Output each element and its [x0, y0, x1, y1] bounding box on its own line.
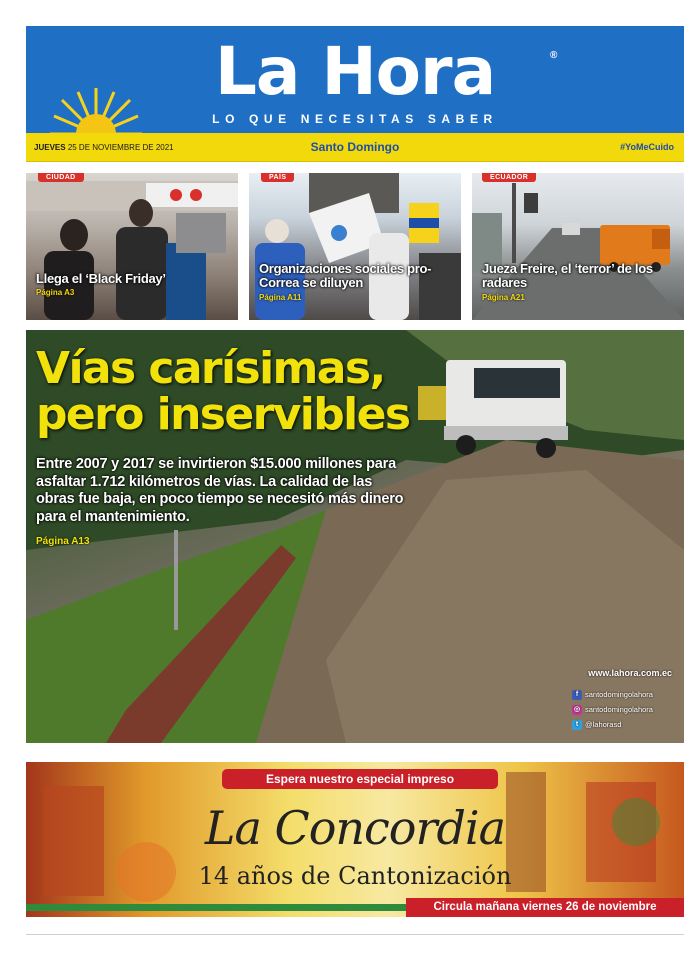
social-twitter[interactable]	[572, 720, 682, 730]
teaser-page-ref: Página A3	[36, 288, 75, 297]
date-rest: 25 DE NOVIEMBRE DE 2021	[67, 143, 174, 152]
social-instagram[interactable]	[572, 705, 682, 715]
main-story-page-ref: Página A13	[36, 536, 90, 547]
main-headline-line-1: Vías carísimas,	[36, 343, 385, 394]
ad-footer-strip: Circula mañana viernes 26 de noviembre	[406, 898, 684, 917]
page-bottom-divider	[26, 934, 684, 935]
date-weekday: JUEVES	[34, 143, 66, 152]
teaser-headline[interactable]: Llega el ‘Black Friday’	[36, 271, 166, 286]
main-story-summary: Entre 2007 y 2017 se invirtieron $15.000 millones para asfaltar 1.712 kilómetros de vías. La calidad de las obras fue baja, en poco tiempo se necesitó más dinero para el mantenimiento.	[36, 456, 404, 525]
ad-subtitle: 14 años de Cantonización	[198, 862, 512, 890]
ad-title: La Concordia	[204, 801, 506, 855]
social-handle: santodomingolahora	[585, 690, 653, 699]
facebook-icon: f	[572, 690, 582, 700]
masthead	[26, 26, 684, 133]
section-tag: CIUDAD	[38, 173, 84, 182]
teaser-ecuador[interactable]	[472, 173, 684, 320]
ad-pill-label: Espera nuestro especial impreso	[222, 769, 498, 789]
instagram-icon: ◎	[573, 706, 581, 714]
teaser-ciudad[interactable]	[26, 173, 238, 320]
ad-green-strip	[26, 904, 406, 911]
teaser-headline[interactable]: Jueza Freire, el ‘terror’ de los radares	[482, 261, 653, 290]
main-headline[interactable]	[36, 343, 410, 440]
registered-mark: ®	[550, 50, 558, 61]
social-facebook[interactable]	[572, 690, 682, 700]
dateline-bar	[26, 133, 684, 162]
teaser-headline[interactable]: Organizaciones sociales pro-Correa se diluyen	[259, 261, 432, 290]
hashtag: #YoMeCuido	[620, 142, 674, 152]
main-headline-line-2: pero inservibles	[36, 389, 410, 440]
main-story[interactable]	[26, 330, 684, 743]
website-url[interactable]: www.lahora.com.ec	[588, 668, 672, 678]
special-edition-ad[interactable]	[26, 762, 684, 917]
teaser-page-ref: Página A11	[259, 293, 302, 302]
teaser-photo-shopping	[26, 173, 238, 320]
section-tag: PAÍS	[261, 173, 294, 182]
teaser-page-ref: Página A21	[482, 293, 525, 302]
social-handle: @lahorasd	[585, 720, 622, 729]
teaser-pais[interactable]	[249, 173, 461, 320]
section-tag: ECUADOR	[482, 173, 536, 182]
social-handle: santodomingolahora	[585, 705, 653, 714]
tagline: LO QUE NECESITAS SABER	[212, 112, 498, 126]
twitter-icon: t	[572, 720, 582, 730]
edition-name: Santo Domingo	[310, 140, 400, 154]
logo-text: La Hora	[214, 33, 496, 110]
